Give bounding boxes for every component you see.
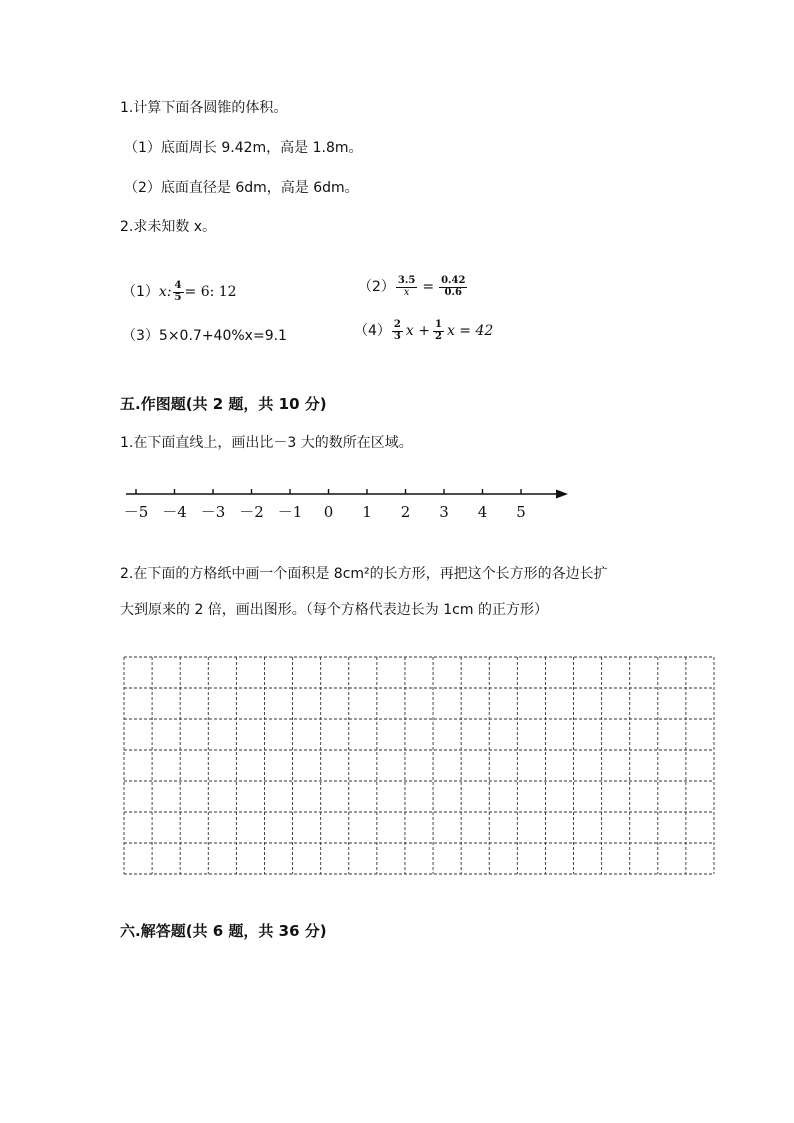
number-line-label: －2: [239, 503, 264, 521]
equation-1-fraction: [173, 281, 184, 303]
question-1-item-1: （1）底面周长 9.42m，高是 1.8m。: [124, 140, 363, 156]
fraction-numerator: 4: [174, 280, 182, 291]
number-line-label: －4: [162, 503, 187, 521]
drawing-question-1: 1.在下面直线上，画出比－3 大的数所在区域。: [120, 435, 413, 451]
equation-2-label: （2）: [358, 279, 395, 295]
fraction-numerator: 3.5: [397, 275, 416, 286]
fraction-denominator: x: [403, 286, 410, 298]
equation-1-rest: = 6: 12: [184, 284, 237, 300]
equation-3: [122, 325, 287, 345]
drawing-question-2-line-1: 2.在下面的方格纸中画一个面积是 8cm²的长方形，再把这个长方形的各边长扩: [120, 566, 608, 582]
equation-4-label: （4）: [354, 323, 391, 339]
fraction-numerator: 1: [434, 319, 442, 330]
question-1-item-2: （2）底面直径是 6dm，高是 6dm。: [124, 180, 359, 196]
number-line-label: 2: [400, 503, 411, 521]
question-2-title: 2.求未知数 x。: [120, 219, 217, 235]
fraction-denominator: 5: [174, 291, 182, 303]
equation-2-equals: =: [422, 279, 435, 295]
question-1-title: 1.计算下面各圆锥的体积。: [120, 100, 288, 116]
grid-paper: [123, 656, 717, 876]
fraction-numerator: 2: [393, 319, 401, 330]
equation-2-left-fraction: [396, 276, 417, 298]
number-line-label: 1: [362, 503, 372, 521]
number-line-label: 5: [516, 503, 526, 521]
equation-4-fraction-2: [433, 320, 444, 342]
number-line-label: －5: [123, 503, 149, 521]
equation-2-right-fraction: [439, 276, 467, 298]
number-line-label: －1: [277, 503, 303, 521]
number-line: [120, 478, 580, 526]
section-5-heading: 五.作图题(共 2 题，共 10 分): [120, 395, 327, 413]
equation-3-text: 5×0.7+40%x=9.1: [158, 328, 287, 344]
equation-1-label: （1）: [122, 284, 159, 300]
equation-4-x-plus: x +: [405, 323, 430, 339]
section-6-heading: 六.解答题(共 6 题，共 36 分): [120, 922, 327, 940]
fraction-denominator: 2: [434, 330, 442, 342]
number-line-label: 0: [323, 503, 334, 521]
number-line-label: 3: [439, 503, 449, 521]
equation-3-label: （3）: [122, 328, 159, 344]
number-line-label: －3: [200, 503, 226, 521]
equation-4: [354, 320, 493, 342]
equation-4-rest: x = 42: [446, 323, 494, 339]
equation-2: [358, 276, 468, 298]
number-line-arrow-icon: [556, 490, 568, 499]
fraction-denominator: 0.6: [444, 286, 462, 298]
fraction-numerator: 0.42: [441, 275, 466, 286]
fraction-denominator: 3: [393, 330, 401, 342]
equation-1: [122, 281, 237, 303]
equation-1-var: x:: [158, 284, 172, 300]
number-line-label: 4: [477, 503, 488, 521]
drawing-question-2-line-2: 大到原来的 2 倍，画出图形。（每个方格代表边长为 1cm 的正方形）: [120, 602, 548, 618]
equation-4-fraction-1: [392, 320, 403, 342]
